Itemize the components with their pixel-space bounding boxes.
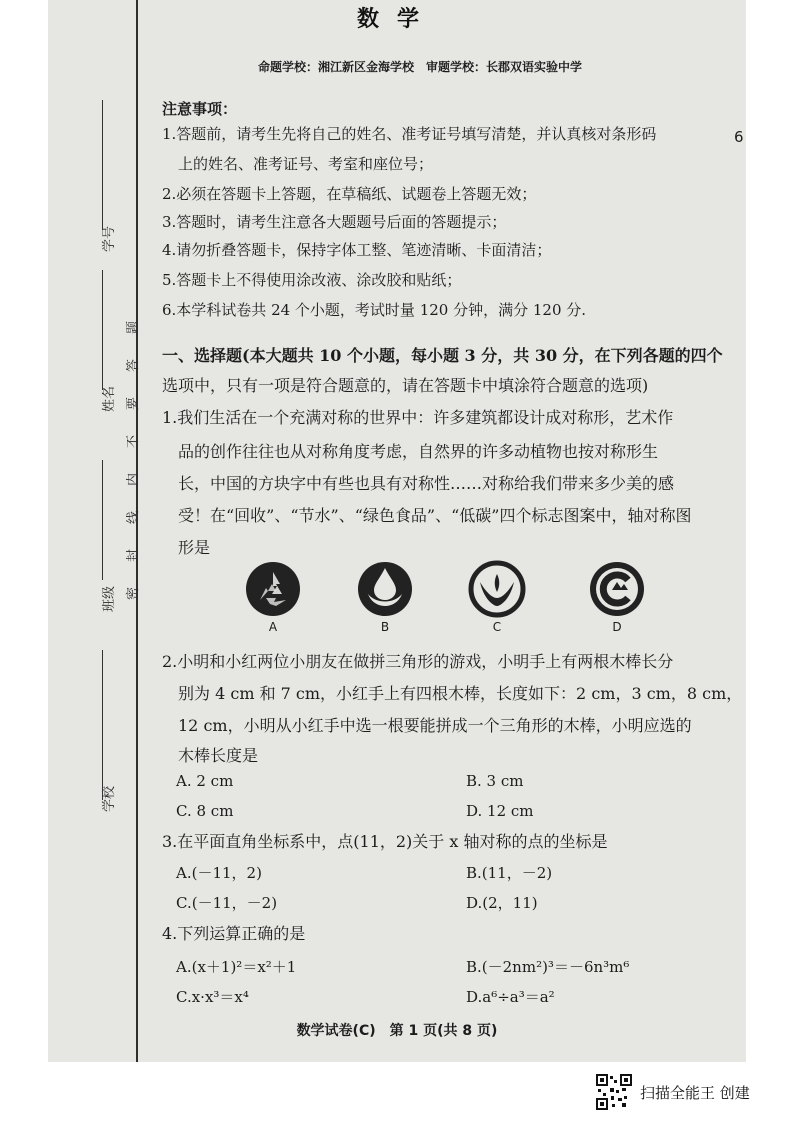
low-carbon-icon (588, 560, 646, 618)
exam-title: 数学 (356, 7, 437, 32)
name-label: 姓名 (102, 385, 117, 412)
q4-option-c: C.x·x³＝x⁴ (176, 988, 249, 1006)
note-line: 3.答题时，请考生注意各大题题号后面的答题提示； (162, 213, 507, 231)
section-heading-cont: 选项中，只有一项是符合题意的，请在答题卡中填涂符合题意的选项) (162, 376, 649, 395)
question-4-stem: 4.下列运算正确的是 (162, 924, 306, 943)
scanner-watermark: 扫描全能王 创建 (640, 1084, 750, 1102)
q3-option-c: C.(－11，－2) (176, 894, 278, 912)
question-3-stem: 3.在平面直角坐标系中，点(11，2)关于 x 轴对称的点的坐标是 (162, 832, 608, 851)
note-line: 2.必须在答题卡上答题，在草稿纸、试题卷上答题无效； (162, 185, 537, 203)
class-label: 班级 (102, 585, 117, 612)
question-2-line: 2.小明和小红两位小朋友在做拼三角形的游戏，小明手上有两根木棒长分 (162, 652, 674, 671)
q4-option-a: A.(x＋1)²＝x²＋1 (176, 958, 297, 976)
q4-option-d: D.a⁶÷a³＝a² (466, 988, 555, 1006)
logo-label-b: B (380, 620, 390, 634)
question-2-line: 木棒长度是 (178, 746, 259, 765)
logo-label-c: C (492, 620, 502, 634)
q4-option-b: B.(－2nm²)³＝－6n³m⁶ (466, 958, 630, 976)
q3-option-d: D.(2，11) (466, 894, 538, 912)
recycle-icon (244, 560, 302, 618)
q2-option-b: B. 3 cm (466, 772, 524, 790)
page-marker: 6 (734, 128, 744, 146)
notes-heading: 注意事项： (162, 100, 238, 118)
green-food-icon (468, 560, 526, 618)
question-1-line: 品的创作往往也从对称角度考虑，自然界的许多动植物也按对称形生 (178, 442, 659, 461)
note-line: 6.本学科试卷共 24 个小题，考试时量 120 分钟，满分 120 分. (162, 301, 587, 319)
q2-option-d: D. 12 cm (466, 802, 534, 820)
q2-option-a: A. 2 cm (176, 772, 234, 790)
question-1-line: 受！在“回收”、“节水”、“绿色食品”、“低碳”四个标志图案中，轴对称图 (178, 506, 692, 525)
logo-label-a: A (268, 620, 278, 634)
water-saving-icon (356, 560, 414, 618)
qr-code-icon (596, 1074, 632, 1110)
section-heading: 一、选择题(本大题共 10 个小题，每小题 3 分，共 30 分，在下列各题的四个 (162, 346, 723, 365)
q2-option-c: C. 8 cm (176, 802, 234, 820)
question-1-line: 长，中国的方块字中有些也具有对称性……对称给我们带来多少美的感 (178, 474, 675, 493)
q3-option-a: A.(－11，2) (176, 864, 262, 882)
question-2-line: 12 cm，小明从小红手中选一根要能拼成一个三角形的木棒，小明应选的 (178, 716, 692, 735)
exam-subtitle: 命题学校：湘江新区金海学校 审题学校：长郡双语实验中学 (257, 60, 582, 74)
question-2-line: 别为 4 cm 和 7 cm，小红手上有四根木棒，长度如下：2 cm，3 cm，8 cm， (178, 684, 743, 703)
q3-option-b: B.(11，－2) (466, 864, 553, 882)
note-line: 5.答题卡上不得使用涂改液、涂改胶和贴纸； (162, 271, 462, 289)
id-blank (102, 100, 103, 230)
note-line: 上的姓名、准考证号、考室和座位号； (178, 155, 434, 173)
seal-text: 密 封 线 内 不 要 答 题 (126, 314, 141, 600)
school-blank (102, 650, 103, 800)
logo-label-d: D (612, 620, 622, 634)
note-line: 1.答题前，请考生先将自己的姓名、准考证号填写清楚，并认真核对条形码 (162, 125, 657, 143)
note-line: 4.请勿折叠答题卡，保持字体工整、笔迹清晰、卡面清洁； (162, 241, 552, 259)
school-label: 学校 (102, 785, 117, 812)
name-blank (102, 270, 103, 390)
page-footer: 数学试卷(C) 第 1 页(共 8 页) (296, 1023, 498, 1039)
id-label: 学号 (102, 225, 117, 252)
q1-logo-row (0, 560, 794, 640)
question-1-line: 形是 (178, 538, 211, 557)
question-1-line: 1.我们生活在一个充满对称的世界中：许多建筑都设计成对称形，艺术作 (162, 408, 674, 427)
